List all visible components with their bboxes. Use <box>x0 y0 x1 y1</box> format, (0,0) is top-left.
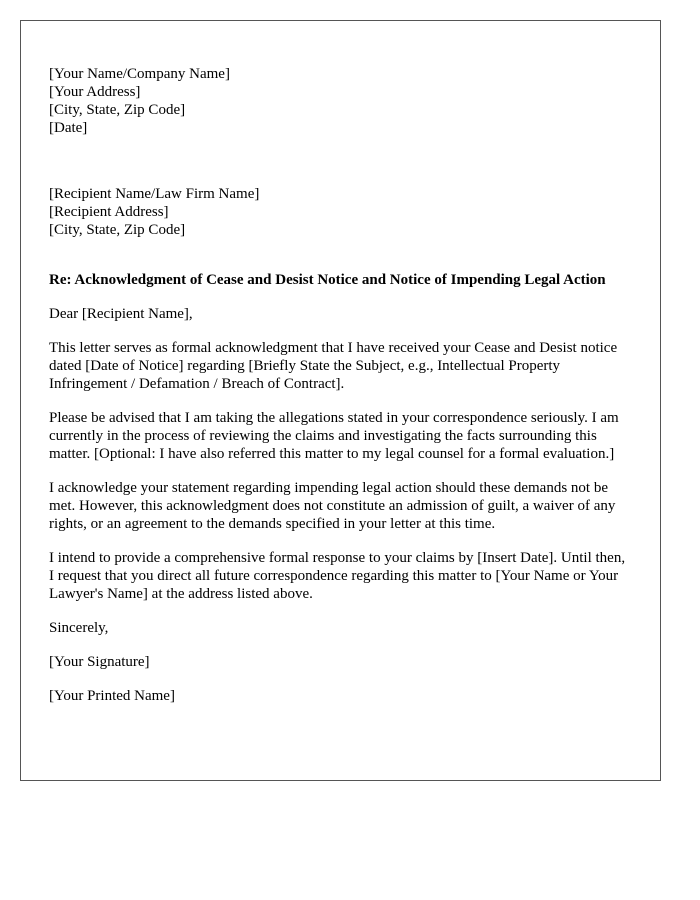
body-paragraph: This letter serves as formal acknowledgment that I have received your Cease and Desist notice dated [Date of Notice] regarding [Briefly State the Subject, e.g., Intellectual Property Infringement / Defamation / Breach of Contract]. <box>49 340 618 392</box>
sender-name: [Your Name/Company Name] <box>49 66 230 82</box>
body-paragraph: I acknowledge your statement regarding impending legal action should these demands not be met. However, this acknowledgment does not constitute an admission of guilt, a waiver of any rights, or an agreement to the demands specified in your letter at this time. <box>49 480 616 532</box>
letter-date: [Date] <box>49 120 88 136</box>
printed-name: [Your Printed Name] <box>49 688 175 704</box>
closing: Sincerely, <box>49 620 109 636</box>
body-paragraph: Please be advised that I am taking the allegations stated in your correspondence seriously. I am currently in the process of reviewing the claims and investigating the facts surrounding this matter. [Optional: I have also referred this matter to my legal counsel for a formal evaluation.] <box>49 410 619 462</box>
recipient-name: [Recipient Name/Law Firm Name] <box>49 186 260 202</box>
body-paragraph: I intend to provide a comprehensive formal response to your claims by [Insert Date]. Until then, I request that you direct all future correspondence regarding this matter to [Your Name or Your Lawyer's Name] at the address listed above. <box>49 550 626 602</box>
subject-line: Re: Acknowledgment of Cease and Desist Notice and Notice of Impending Legal Action <box>49 272 606 288</box>
letter-page <box>20 20 661 781</box>
sender-city: [City, State, Zip Code] <box>49 102 186 118</box>
signature: [Your Signature] <box>49 654 150 670</box>
recipient-city: [City, State, Zip Code] <box>49 222 186 238</box>
recipient-street: [Recipient Address] <box>49 204 169 220</box>
sender-street: [Your Address] <box>49 84 141 100</box>
salutation: Dear [Recipient Name], <box>49 306 193 322</box>
